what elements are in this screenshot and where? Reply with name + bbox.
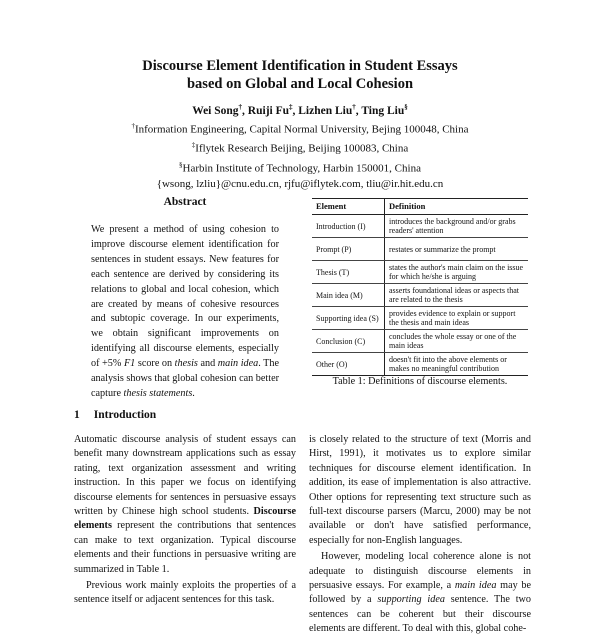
abstract-text: F1 xyxy=(123,358,136,370)
author-mark: † xyxy=(238,103,243,111)
affiliation-text: Iflytek Research Beijing, Beijing 100083, China xyxy=(195,142,409,155)
paragraph-text: However, modeling local coherence alone is not adequate to distinguish discourse elements in persuasive essays. For example, a xyxy=(309,551,531,592)
author-name: Ruiji Fu xyxy=(247,104,290,117)
affiliation-text: Information Engineering, Capital Normal University, Bejing 100048, China xyxy=(134,123,469,136)
paragraph-text: supporting idea xyxy=(377,594,445,606)
abstract-text: thesis xyxy=(174,358,198,370)
paragraph xyxy=(74,433,296,577)
author-name: Wei Song xyxy=(192,104,239,117)
paragraph xyxy=(309,550,531,636)
paragraph-text: Automatic discourse analysis of student essays can benefit many downstream applications such as essay rating, text organization assessment and writing instruction. In this paper we focus on identifying discourse elements for sentences in persuasive essays written by Chinese high school students. xyxy=(74,434,296,518)
table-cell: Thesis (T) xyxy=(312,261,385,284)
author-mark: § xyxy=(404,103,408,111)
table-cell: Main idea (M) xyxy=(312,284,385,307)
paragraph-text: represent the contributions that sentences can make to text organization. Typical discourse elements and their functions in persuasive writing are summarized in Table 1. xyxy=(74,520,296,575)
table-caption: Table 1: Definitions of discourse elements. xyxy=(332,376,508,387)
affiliation-mark: † xyxy=(131,122,135,130)
author-mark: ‡ xyxy=(289,103,293,111)
section-number: 1 xyxy=(74,409,80,421)
table-cell: Introduction (I) xyxy=(312,215,385,238)
abstract-heading: Abstract xyxy=(163,196,207,208)
paragraph-text: main idea xyxy=(454,580,497,592)
abstract-text: main idea xyxy=(217,358,259,370)
paper-title-line-2: based on Global and Local Cohesion xyxy=(186,76,414,92)
table-row xyxy=(312,284,528,307)
table-header-row xyxy=(312,199,528,215)
paragraph-text: sentence. The two sentences can be coherent but their discourse elements are different. To deal with this, global cohe- xyxy=(309,594,531,635)
affiliation-mark: ‡ xyxy=(191,141,196,150)
paragraph: is closely related to the structure of text (Morris and Hirst, 1991), it motivates us to explore similar techniques for discourse element identification. In addition, its ease of implementation is also attractive. Other options for representing text structure such as full-text discourse parsers (Marcu, 2000) may be not available or don't have satisfied performance, especially for non-English languages. xyxy=(309,434,531,546)
affiliation-line xyxy=(0,119,600,138)
table-cell: Supporting idea (S) xyxy=(312,307,385,330)
table-cell: doesn't fit into the above elements or makes no meaningful contribution xyxy=(385,353,529,376)
abstract-text: . The analysis shows that global cohesion can better capture xyxy=(91,358,280,399)
introduction-body xyxy=(74,433,296,608)
section-title: Introduction xyxy=(93,409,157,421)
table-cell: Other (O) xyxy=(312,353,385,376)
table-row xyxy=(312,353,528,376)
author-name: Ting Liu xyxy=(361,104,405,117)
abstract-text: and xyxy=(197,358,218,370)
table-cell: concludes the whole essay or one of the main ideas xyxy=(385,330,529,353)
affiliation-text: Harbin Institute of Technology, Harbin 150001, China xyxy=(182,162,421,175)
table-cell: introduces the background and/or grabs readers' attention xyxy=(385,215,529,238)
table-header-cell: Definition xyxy=(385,199,529,215)
table-row xyxy=(312,215,528,238)
paragraph: Previous work mainly exploits the properties of a sentence itself or adjacent sentences for this task. xyxy=(74,580,296,606)
table-cell: asserts foundational ideas or aspects that are related to the thesis xyxy=(385,284,529,307)
table-cell: Prompt (P) xyxy=(312,238,385,261)
section-heading xyxy=(74,409,156,421)
author-emails: {wsong, lzliu}@cnu.edu.cn, rjfu@iflytek.com, tliu@ir.hit.edu.cn xyxy=(156,177,444,190)
affiliation-line xyxy=(0,138,600,157)
abstract-text: We present a method of using cohesion to improve discourse element identification for sentences in student essays. New features for each sentence are derived by considering its relations to global and local cohesion, which are created by means of cohesive resources and subtopic coverage. In our experiments, we obtain significant improvements on identifying all discourse elements, especially of +5% xyxy=(91,224,279,370)
affiliations xyxy=(0,119,600,192)
paragraph-text: Discourse elements xyxy=(74,506,296,532)
paper-title xyxy=(0,57,600,93)
table-row xyxy=(312,261,528,284)
affiliation-mark: § xyxy=(179,160,183,169)
author-name: Lizhen Liu xyxy=(298,104,353,117)
table-cell: states the author's main claim on the issue for which he/she is arguing xyxy=(385,261,529,284)
abstract-text: thesis statements xyxy=(123,387,193,399)
affiliation-line xyxy=(0,158,600,177)
abstract-body xyxy=(91,223,279,402)
table-cell: provides evidence to explain or support the thesis and main ideas xyxy=(385,307,529,330)
paper-title-line-1: Discourse Element Identification in Student Essays xyxy=(142,58,458,74)
abstract-text: score on xyxy=(135,358,175,370)
author-mark: † xyxy=(352,103,356,111)
table-cell: restates or summarize the prompt xyxy=(385,238,529,261)
abstract-text: . xyxy=(192,387,195,399)
definitions-table xyxy=(312,198,528,376)
paragraph-text: may be followed by a xyxy=(309,580,531,606)
table-cell: Conclusion (C) xyxy=(312,330,385,353)
right-column-body xyxy=(309,433,531,637)
author-list: Wei Song†, Ruiji Fu‡, Lizhen Liu†, Ting Liu§ xyxy=(192,103,408,117)
table-header-cell: Element xyxy=(312,199,385,215)
table-row xyxy=(312,307,528,330)
table-row xyxy=(312,238,528,261)
table-row xyxy=(312,330,528,353)
